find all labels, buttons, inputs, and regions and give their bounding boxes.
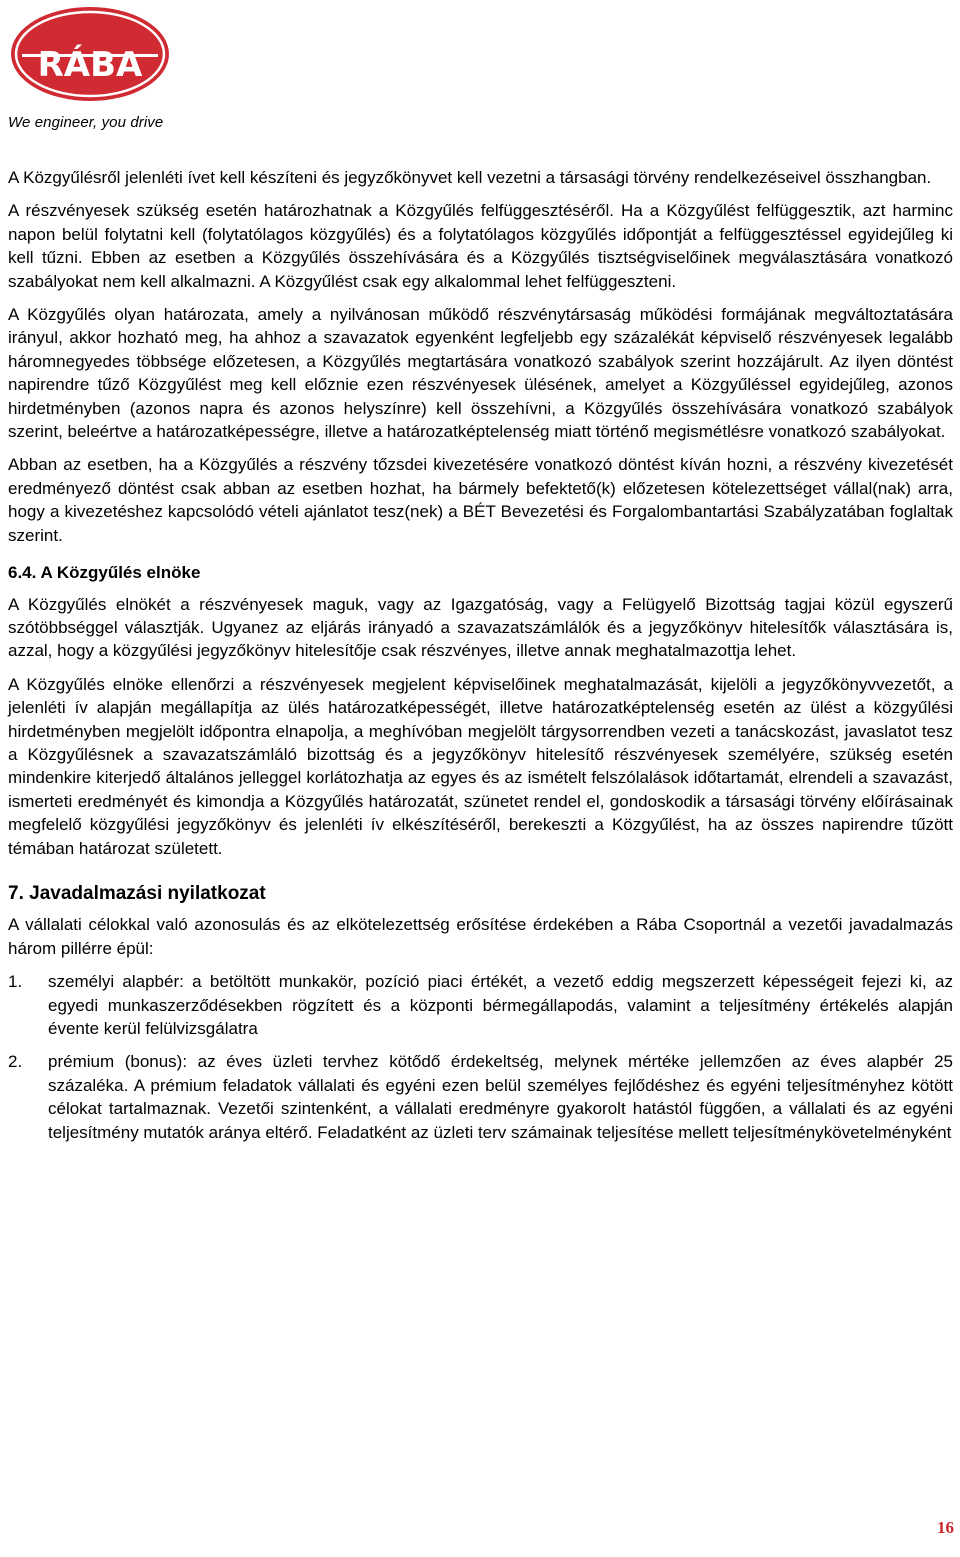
list-item-text: személyi alapbér: a betöltött munkakör, pozíció piaci értékét, a vezető eddig megszerzett képességeit fejezi ki, az egyedi munkaszerződésekben rögzített és a központi bérmegállapodás, valamint a teljesítmény értékelés alapján évente kerül felülvizsgálatra	[48, 972, 953, 1038]
paragraph-suspension: A részvényesek szükség esetén határozhatnak a Közgyűlés felfüggesztéséről. Ha a Közgyűlést felfüggesztik, azt harminc napon belül folytatni kell (folytatólagos közgyűlés) és a folytatólagos közgyűlés időpontját a felfüggesztéssel egyidejűleg ki kell tűzni. Ebben az esetben a Közgyűlés összehívására és a Közgyűlés tisztségviselőinek megválasztására vonatkozó szabályokat nem kell alkalmazni. A Közgyűlést csak egy alkalommal lehet felfüggeszteni.	[8, 201, 953, 291]
remuneration-pillars-list	[8, 970, 953, 1144]
page-number: 16	[937, 1518, 954, 1537]
list-item-number: 2.	[8, 1052, 23, 1072]
paragraph-delisting: Abban az esetben, ha a Közgyűlés a részvény tőzsdei kivezetésére vonatkozó döntést kíván hozni, a részvény kivezetését eredményező döntést csak abban az esetben hozhat, ha bármely befektető(k) előzetesen kötelezettséget vállal(nak) arra, hogy a kivezetéshez kapcsolódó vételi ajánlatot tesz(nek) a BÉT Bevezetési és Forgalombantartási Szabályzatában foglaltak szerint.	[8, 455, 953, 545]
list-item	[8, 970, 953, 1040]
list-item-number: 1.	[8, 972, 23, 992]
paragraph-remuneration-intro: A vállalati célokkal való azonosulás és az elkötelezettség erősítése érdekében a Rába Csoportnál a vezetői javadalmazás három pillérre épül:	[8, 915, 953, 958]
list-item	[8, 1050, 953, 1144]
paragraph-chair-election: A Közgyűlés elnökét a részvényesek maguk, vagy az Igazgatóság, vagy a Felügyelő Bizottság tagjai közül egyszerű szótöbbséggel választják. Ugyanez az eljárás irányadó a szavazatszámlálók és a jegyzőkönyv hitelesítők választására is, azzal, hogy a közgyűlési jegyzőkönyv hitelesítője csak részvényes, illetve annak meghatalmazottja lehet.	[8, 594, 953, 661]
list-item-text: prémium (bonus): az éves üzleti tervhez kötődő érdekeltség, melynek mértéke jellemzően az éves alapbér 25 százaléka. A prémium feladatok vállalati és egyéni ezen belül személyes fejlődéshez és egyéni teljesítményhez kötött célokat tartalmaznak. Vezetői szintenként, a vállalati eredményre gyakorolt hatástól függően, a vállalati és az egyéni teljesítmény mutatók aránya eltérő. Feladatként az üzleti terv számainak teljesítése mellett teljesítménykövetelményként	[48, 1052, 953, 1142]
tagline: We engineer, you drive	[8, 114, 164, 131]
paragraph-operating-form: A Közgyűlés olyan határozata, amely a nyilvánosan működő részvénytársaság működési formájának megváltoztatására irányul, akkor hozható meg, ha ahhoz a szavazatok egyenként legfeljebb egy százalékát képviselő részvényesek legalább háromnegyedes többsége előzetesen, a Közgyűlés megtartására vonatkozó szabályok szerint hozzájárult. Az ilyen döntést napirendre tűző Közgyűlést meg kell előznie ezen részvényesek ülésének, amelyet a Közgyűléssel egyidejűleg, azonos hirdetményben (azonos napra és azonos helyszínre) kell összehívni, a Közgyűlés összehívására vonatkozó szabályok szerint, beleértve a határozatképességre, illetve a határozatképtelenség miatt történő megismétlésre vonatkozó szabályokat.	[8, 305, 953, 442]
paragraph-chair-duties: A Közgyűlés elnöke ellenőrzi a részvényesek megjelent képviselőinek meghatalmazását, kijelöli a jegyzőkönyvvezetőt, a jelenléti ív alapján megállapítja az ülés határozatképességét, illetve határozatképtelenség esetén az ülést a közgyűlési hirdetményben megjelölt időpontra elnapolja, a meghívóban megjelölt tárgysorrendben vezeti a tanácskozást, javaslatot tesz a Közgyűlésnek a szavazatszámláló bizottság és a jegyzőkönyv hitelesítő részvényesek személyére, szükség esetén mindenkire kiterjedő általános jelleggel korlátozhatja az egyes és az ismételt felszólalások időtartamát, elrendeli a szavazást, ismerteti eredményét és kimondja a Közgyűlés határozatát, szünetet rendel el, gondoskodik a társasági törvény előírásainak megfelelő közgyűlési jegyzőkönyv és jelenléti ív elkészítéséről, berekeszti a Közgyűlést, ha az összes napirendre tűzött témában határozat született.	[8, 674, 953, 858]
raba-logo	[8, 4, 172, 104]
section-heading-6-4: 6.4. A Közgyűlés elnöke	[8, 563, 201, 583]
document-body	[8, 166, 953, 1154]
page-header	[8, 4, 268, 144]
logo-text: RÁBA	[37, 45, 143, 85]
paragraph-minutes: A Közgyűlésről jelenléti ívet kell készíteni és jegyzőkönyvet kell vezetni a társasági törvény rendelkezéseivel összhangban.	[8, 168, 932, 187]
section-heading-7: 7. Javadalmazási nyilatkozat	[8, 882, 266, 904]
